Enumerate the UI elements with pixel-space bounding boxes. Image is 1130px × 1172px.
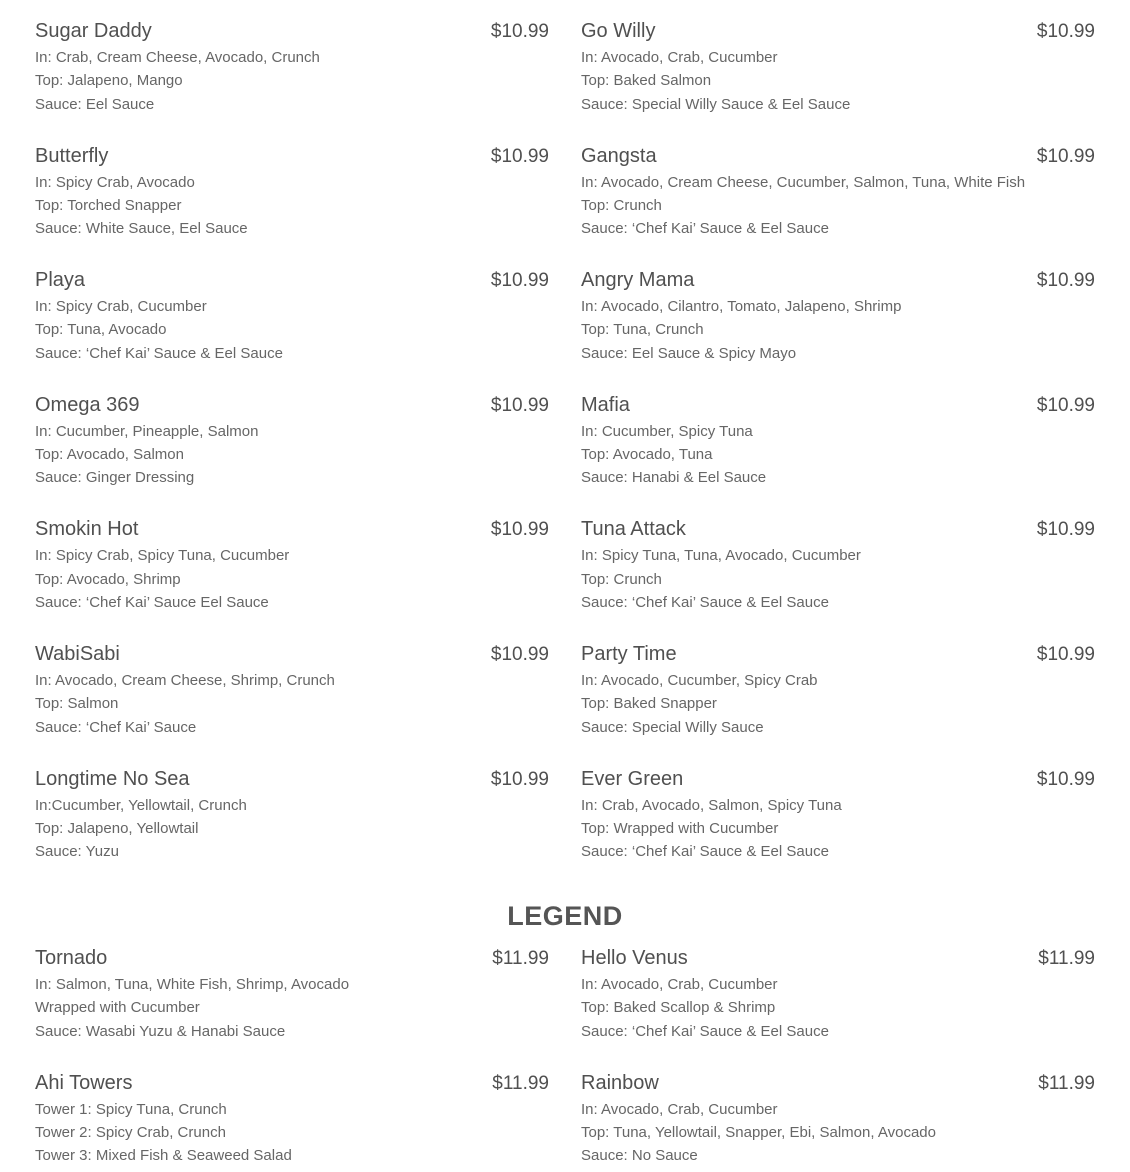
- menu-item: [581, 945, 1095, 1070]
- menu-item-detail-line: Top: Tuna, Avocado: [35, 321, 167, 339]
- menu-item-details: [581, 171, 1095, 241]
- menu-item-name: Sugar Daddy: [35, 20, 152, 42]
- menu-item-detail-line: Sauce: ‘Chef Kai’ Sauce Eel Sauce: [35, 593, 269, 611]
- menu-item-detail-line: In: Avocado, Crab, Cucumber: [581, 976, 778, 993]
- menu-item-header: [581, 143, 1095, 169]
- menu-section-legend: [35, 945, 1095, 1172]
- menu-item-details: [581, 669, 1095, 739]
- menu-item-price: $10.99: [1036, 21, 1095, 42]
- menu-item-details: [35, 794, 549, 864]
- menu-item-detail-line: Top: Crunch: [581, 196, 662, 214]
- menu-item-detail-line: In: Spicy Crab, Avocado: [35, 173, 195, 191]
- menu-item-header: [35, 18, 549, 44]
- menu-item-details: [581, 420, 1095, 490]
- menu-item-detail-line: Top: Avocado, Salmon: [35, 446, 184, 464]
- menu-item-price: $10.99: [490, 519, 549, 541]
- menu-item-detail-line: Wrapped with Cucumber: [35, 999, 200, 1017]
- menu-item-name: Party Time: [581, 642, 677, 665]
- section-heading-legend: LEGEND: [507, 901, 623, 931]
- menu-item-detail-line: Sauce: No Sauce: [581, 1147, 698, 1165]
- menu-item: [35, 392, 549, 517]
- menu-item-price: $10.99: [490, 270, 549, 292]
- menu-item-detail-line: Top: Baked Scallop & Shrimp: [581, 999, 776, 1017]
- menu-item-detail-line: Top: Tuna, Yellowtail, Snapper, Ebi, Salmon, Avocado: [581, 1123, 936, 1141]
- menu-item-details: [35, 46, 549, 116]
- menu-item-name: Butterfly: [35, 144, 109, 167]
- menu-item: [35, 267, 549, 392]
- menu-item: [35, 516, 549, 641]
- menu-item-detail-line: In: Avocado, Cream Cheese, Cucumber, Salmon, Tuna, White Fish: [581, 173, 1026, 191]
- menu-item-details: [35, 171, 549, 241]
- menu-item-details: [581, 1098, 1095, 1168]
- menu-item-header: [35, 641, 549, 667]
- menu-item-price: $10.99: [1036, 145, 1095, 167]
- menu-item-detail-line: Top: Tuna, Crunch: [581, 321, 704, 339]
- menu-item-detail-line: Sauce: Eel Sauce: [35, 95, 155, 113]
- menu-item-detail-line: In:Cucumber, Yellowtail, Crunch: [35, 796, 247, 814]
- menu-item-detail-line: Sauce: Special Willy Sauce: [581, 718, 764, 736]
- menu-item-detail-line: Sauce: ‘Chef Kai’ Sauce & Eel Sauce: [581, 220, 829, 238]
- menu-item-name: Angry Mama: [581, 269, 695, 292]
- menu-item-price: $11.99: [1038, 948, 1095, 969]
- menu-item-detail-line: In: Cucumber, Spicy Tuna: [581, 422, 753, 440]
- menu-item-detail-line: Sauce: Ginger Dressing: [35, 469, 195, 487]
- menu-item: [35, 143, 549, 268]
- menu-item-details: [35, 1098, 549, 1168]
- menu-item-details: [581, 544, 1095, 614]
- menu-item-price: $10.99: [490, 21, 549, 42]
- menu-item-name: Longtime No Sea: [35, 767, 190, 790]
- menu-item: [581, 392, 1095, 517]
- menu-item-detail-line: Top: Torched Snapper: [35, 196, 182, 214]
- menu-item-header: [35, 1070, 549, 1096]
- menu-item-price: $10.99: [490, 145, 549, 167]
- menu-item-name: WabiSabi: [35, 642, 120, 665]
- menu-item-name: Mafia: [581, 393, 630, 416]
- menu-item-detail-line: Tower 1: Spicy Tuna, Crunch: [35, 1100, 227, 1118]
- menu-item-header: [581, 945, 1095, 971]
- menu-item-name: Gangsta: [581, 144, 657, 167]
- menu-item-detail-line: In: Salmon, Tuna, White Fish, Shrimp, Avocado: [35, 976, 350, 993]
- menu-item-details: [581, 295, 1095, 365]
- menu-item-price: $10.99: [1036, 643, 1095, 665]
- menu-item-detail-line: Sauce: ‘Chef Kai’ Sauce & Eel Sauce: [581, 1022, 829, 1040]
- menu-item: [581, 516, 1095, 641]
- menu-item-name: Ahi Towers: [35, 1071, 133, 1094]
- menu-item-header: [581, 18, 1095, 44]
- menu-item-name: Hello Venus: [581, 947, 688, 969]
- menu-item: [35, 766, 549, 891]
- menu-item-name: Ever Green: [581, 767, 684, 790]
- menu-item-price: $10.99: [490, 394, 549, 416]
- menu-item-detail-line: In: Avocado, Cilantro, Tomato, Jalapeno, Shrimp: [581, 298, 902, 316]
- menu-item-detail-line: Sauce: Hanabi & Eel Sauce: [581, 469, 767, 487]
- menu-item-price: $10.99: [1036, 519, 1095, 541]
- menu-item-detail-line: Sauce: White Sauce, Eel Sauce: [35, 220, 248, 238]
- menu-item-header: [581, 392, 1095, 418]
- menu-item-name: Smokin Hot: [35, 518, 139, 541]
- menu-item-header: [581, 766, 1095, 792]
- menu-item-detail-line: In: Avocado, Cream Cheese, Shrimp, Crunch: [35, 671, 335, 689]
- menu-item-header: [581, 641, 1095, 667]
- menu-item-detail-line: Sauce: Special Willy Sauce & Eel Sauce: [581, 95, 851, 113]
- menu-item: [35, 1070, 549, 1172]
- menu-item-details: [35, 669, 549, 739]
- menu-item-details: [35, 295, 549, 365]
- menu-item-price: $10.99: [1036, 270, 1095, 292]
- menu-item-detail-line: In: Avocado, Cucumber, Spicy Crab: [581, 671, 818, 689]
- menu-item-details: [35, 544, 549, 614]
- menu-item-details: [35, 420, 549, 490]
- menu-item-name: Rainbow: [581, 1071, 659, 1094]
- menu-item-header: [35, 516, 549, 542]
- menu-item-price: $11.99: [492, 948, 549, 969]
- menu-item-detail-line: Sauce: ‘Chef Kai’ Sauce & Eel Sauce: [581, 593, 829, 611]
- menu-item-detail-line: In: Spicy Crab, Spicy Tuna, Cucumber: [35, 547, 290, 565]
- menu-item-header: [581, 516, 1095, 542]
- menu-item-price: $10.99: [1036, 768, 1095, 790]
- menu-item-price: $11.99: [1038, 1072, 1095, 1094]
- menu-item-header: [581, 1070, 1095, 1096]
- menu-item-detail-line: Top: Baked Salmon: [581, 72, 712, 90]
- menu-item: [35, 945, 549, 1070]
- menu-item-details: [581, 794, 1095, 864]
- menu-item-detail-line: Tower 3: Mixed Fish & Seaweed Salad: [35, 1147, 292, 1165]
- menu-item: [581, 641, 1095, 766]
- menu-item-detail-line: Top: Avocado, Shrimp: [35, 570, 181, 588]
- menu-item-detail-line: Top: Jalapeno, Mango: [35, 72, 183, 90]
- menu-item-header: [581, 267, 1095, 293]
- menu-item-detail-line: In: Spicy Tuna, Tuna, Avocado, Cucumber: [581, 547, 861, 565]
- menu-item: [581, 267, 1095, 392]
- menu-item-detail-line: Top: Avocado, Tuna: [581, 446, 713, 464]
- menu-item-detail-line: In: Crab, Avocado, Salmon, Spicy Tuna: [581, 796, 842, 814]
- menu-item-detail-line: Top: Jalapeno, Yellowtail: [35, 819, 199, 837]
- menu-item-name: Tornado: [35, 947, 108, 969]
- menu-item-detail-line: Sauce: Wasabi Yuzu & Hanabi Sauce: [35, 1022, 286, 1040]
- menu-item-header: [35, 945, 549, 971]
- menu-item-detail-line: Sauce: ‘Chef Kai’ Sauce: [35, 718, 197, 736]
- menu-item-detail-line: In: Spicy Crab, Cucumber: [35, 298, 207, 316]
- menu-item-header: [35, 267, 549, 293]
- menu-item: [581, 18, 1095, 143]
- menu-item-header: [35, 392, 549, 418]
- menu-item-detail-line: In: Avocado, Crab, Cucumber: [581, 49, 778, 66]
- menu-item-detail-line: In: Cucumber, Pineapple, Salmon: [35, 422, 259, 440]
- menu-item-detail-line: Top: Wrapped with Cucumber: [581, 819, 779, 837]
- menu-item: [581, 143, 1095, 268]
- menu-item-details: [581, 46, 1095, 116]
- menu-item-name: Go Willy: [581, 20, 656, 42]
- menu-item-detail-line: In: Avocado, Crab, Cucumber: [581, 1100, 778, 1118]
- menu-item-details: [581, 973, 1095, 1043]
- menu-item-name: Playa: [35, 269, 86, 292]
- menu-item-price: $10.99: [490, 768, 549, 790]
- menu-item: [35, 641, 549, 766]
- menu-section-special-rolls: [35, 18, 1095, 890]
- menu-item-name: Tuna Attack: [581, 518, 686, 541]
- menu-item-detail-line: Tower 2: Spicy Crab, Crunch: [35, 1123, 226, 1141]
- menu-item: [35, 18, 549, 143]
- menu-item: [581, 1070, 1095, 1172]
- menu-item-detail-line: In: Crab, Cream Cheese, Avocado, Crunch: [35, 49, 320, 66]
- menu-item-detail-line: Top: Baked Snapper: [581, 695, 717, 713]
- menu-item-detail-line: Sauce: ‘Chef Kai’ Sauce & Eel Sauce: [35, 344, 283, 362]
- menu-item-name: Omega 369: [35, 393, 140, 416]
- menu-item-detail-line: Sauce: Eel Sauce & Spicy Mayo: [581, 344, 797, 362]
- menu-item-details: [35, 973, 549, 1043]
- menu-item-price: $11.99: [492, 1072, 549, 1094]
- menu-item-detail-line: Top: Crunch: [581, 570, 662, 588]
- menu-item-header: [35, 766, 549, 792]
- menu-item: [581, 766, 1095, 891]
- menu-item-header: [35, 143, 549, 169]
- menu-item-detail-line: Sauce: ‘Chef Kai’ Sauce & Eel Sauce: [581, 843, 829, 861]
- menu-item-price: $10.99: [490, 643, 549, 665]
- menu-item-detail-line: Sauce: Yuzu: [35, 843, 119, 861]
- menu-item-detail-line: Top: Salmon: [35, 695, 119, 713]
- menu-item-price: $10.99: [1036, 394, 1095, 416]
